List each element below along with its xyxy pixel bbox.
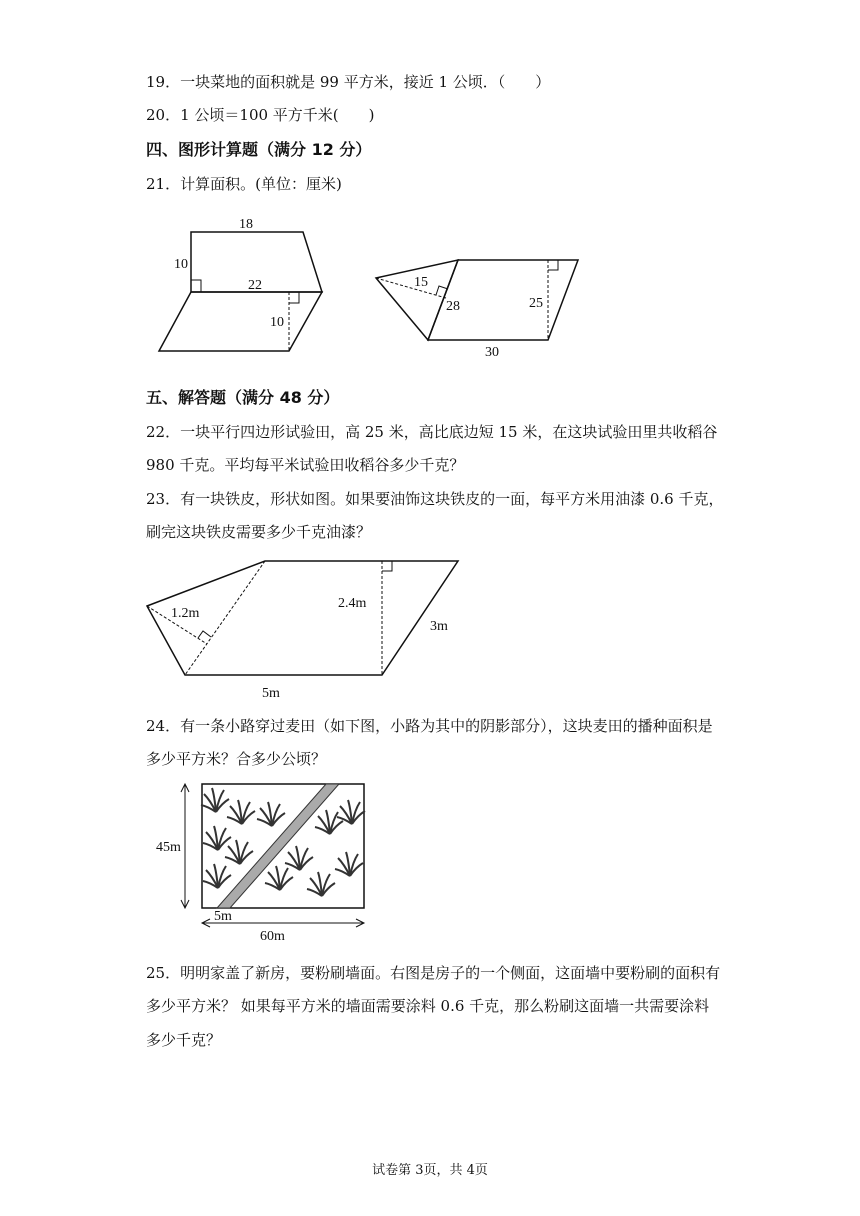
label-mid: 22 <box>248 278 262 293</box>
question-25-line-2: 多少平方米？ 如果每平方米的墙面需要涂料 0.6 千克，那么粉刷这面墙一共需要涂料 <box>146 997 710 1015</box>
question-21: 21．计算面积。(单位：厘米) <box>146 175 342 193</box>
question-22-line-2: 980 千克。平均每平米试验田收稻谷多少千克？ <box>146 456 465 474</box>
label-side: 3m <box>430 619 448 634</box>
question-24-line-2: 多少平方米？合多少公顷？ <box>146 750 327 768</box>
label-width: 60m <box>260 929 285 944</box>
label-right: 10 <box>270 315 284 330</box>
label-base: 30 <box>485 345 499 360</box>
label-top: 18 <box>239 217 253 232</box>
question-20: 20．1 公顷＝100 平方千米( ) <box>146 106 375 124</box>
page-footer: 试卷第 3页，共 4页 <box>372 1163 488 1178</box>
question-23-line-2: 刷完这块铁皮需要多少千克油漆？ <box>146 523 372 541</box>
label-left: 10 <box>174 257 188 272</box>
label-h2: 25 <box>529 296 543 311</box>
question-25-line-3: 多少千克？ <box>146 1031 222 1049</box>
question-24-line-1: 24．有一条小路穿过麦田（如下图，小路为其中的阴影部分），这块麦田的播种面积是 <box>146 717 713 735</box>
label-h2: 2.4m <box>338 596 367 611</box>
question-22-line-1: 22．一块平行四边形试验田，高 25 米，高比底边短 15 米，在这块试验田里共收稻谷 <box>146 423 718 441</box>
figure-21-triangle-parallelogram <box>370 255 585 365</box>
figure-23-iron-sheet <box>140 555 470 700</box>
figure-21-trapezoid-parallelogram <box>150 210 340 360</box>
section-5-heading: 五、解答题（满分 48 分） <box>146 388 340 407</box>
label-path: 5m <box>214 909 232 924</box>
label-diag: 28 <box>446 299 460 314</box>
label-height: 45m <box>156 840 181 855</box>
question-23-line-1: 23．有一块铁皮，形状如图。如果要油饰这块铁皮的一面，每平方米用油漆 0.6 千克， <box>146 490 724 508</box>
section-4-heading: 四、图形计算题（满分 12 分） <box>146 140 372 159</box>
question-25-line-1: 25．明明家盖了新房，要粉刷墙面。右图是房子的一个侧面，这面墙中要粉刷的面积有 <box>146 964 721 982</box>
question-19: 19．一块菜地的面积就是 99 平方米，接近 1 公顷．（ ） <box>146 73 551 91</box>
label-h1: 1.2m <box>171 606 200 621</box>
figure-24-wheat-field <box>150 780 370 945</box>
label-h1: 15 <box>414 275 428 290</box>
label-base: 5m <box>262 686 280 701</box>
